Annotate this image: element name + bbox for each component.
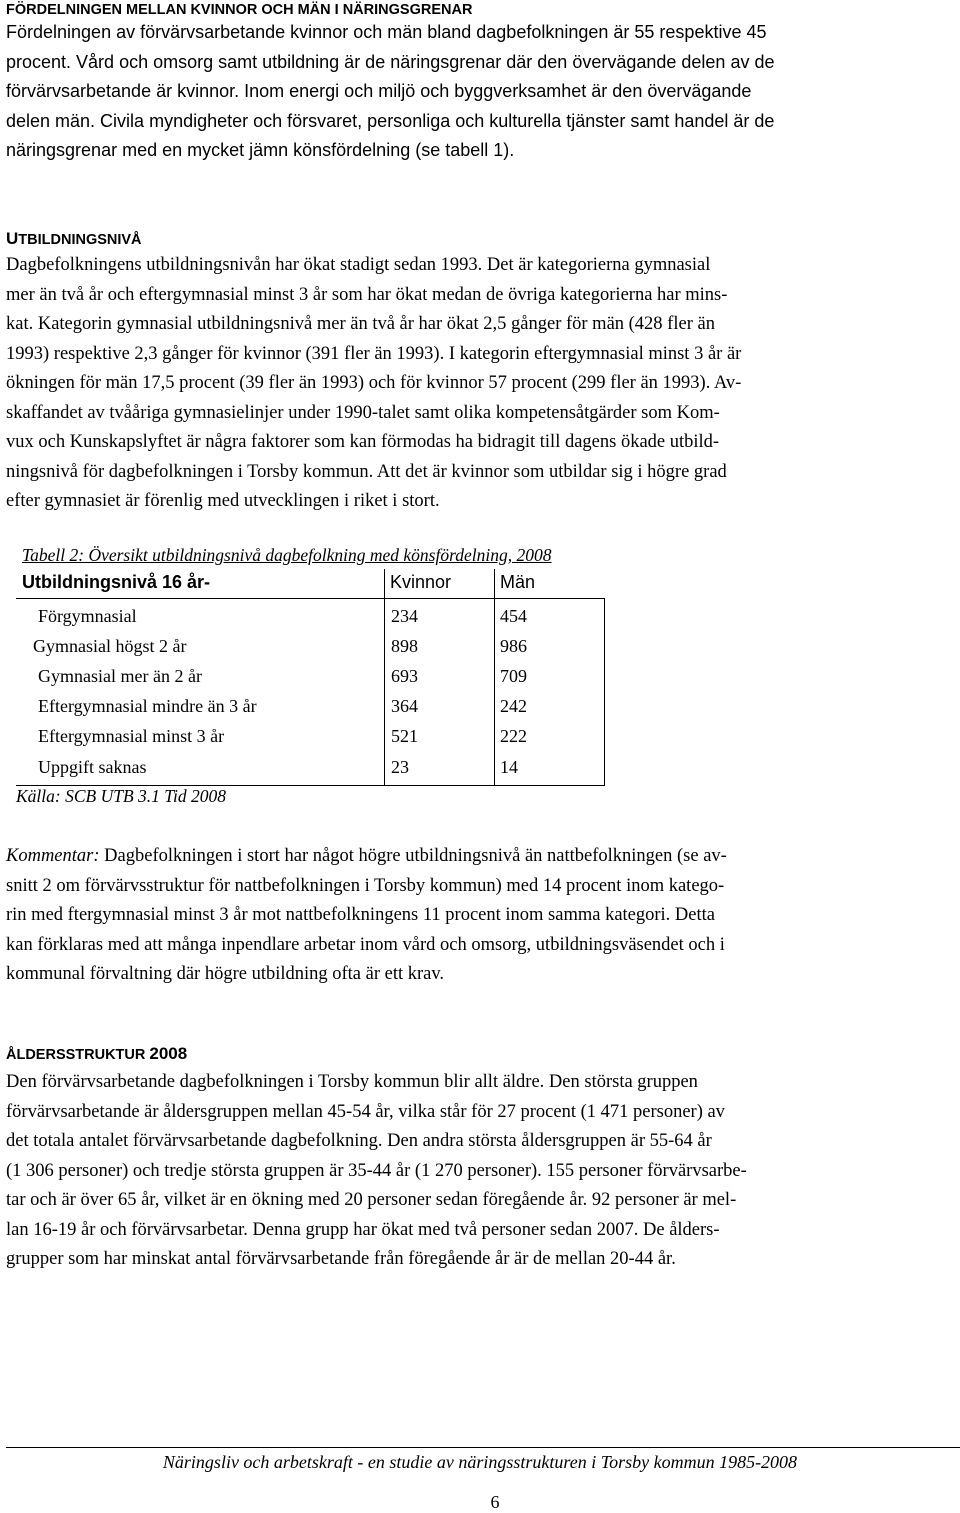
- paragraph-comment: [6, 842, 950, 990]
- table-cell-men: 986: [500, 636, 527, 656]
- table-header-row: [16, 568, 605, 599]
- text-line: kat. Kategorin gymnasial utbildningsnivå mer än två år har ökat 2,5 gånger för män (428 fler än: [6, 314, 715, 334]
- section-heading-gender: FÖRDELNINGEN MELLAN KVINNOR OCH MÄN I NÄRINGSGRENAR: [6, 2, 473, 18]
- text-line: kan förklaras med att många inpendlare arbetar inom vård och omsorg, utbildningsväsendet och i: [6, 934, 725, 955]
- table-cell-level: Eftergymnasial mindre än 3 år: [38, 696, 257, 716]
- section-heading-education: UTBILDNINGSNIVÅ: [6, 229, 142, 248]
- table-cell-men: 14: [500, 757, 518, 777]
- section-age-structure: [6, 1044, 950, 1275]
- table-cell-level: Uppgift saknas: [38, 757, 147, 777]
- page-footer: Näringsliv och arbetskraft - en studie av näringsstrukturen i Torsby kommun 1985-2008: [162, 1452, 798, 1472]
- paragraph-education: [6, 251, 950, 517]
- text-line: 1993) respektive 2,3 gånger för kvinnor (391 fler än 1993). I kategorin eftergymnasial minst 3 år är: [6, 343, 742, 364]
- table-row: [16, 721, 604, 751]
- section-comment: [6, 842, 950, 990]
- table-cell-women: 898: [391, 636, 418, 656]
- footer-divider: [6, 1447, 960, 1448]
- table-cell-men: 242: [500, 696, 527, 716]
- table-cell-women: 693: [391, 666, 418, 686]
- comment-label: Kommentar:: [6, 846, 100, 866]
- table-cell-level: Gymnasial mer än 2 år: [38, 666, 202, 686]
- text-line: (1 306 personer) och tredje största gruppen är 35-44 år (1 270 personer). 155 personer förvärvsarbe-: [6, 1160, 747, 1181]
- table-cell-women: 521: [391, 726, 418, 746]
- text-line: det totala antalet förvärvsarbetande dagbefolkning. Den andra största åldersgruppen är 55-64 år: [6, 1131, 712, 1151]
- text-line: delen män. Civila myndigheter och försvaret, personliga och kulturella tjänster samt handel är de: [6, 110, 775, 131]
- text-line: tar och är över 65 år, vilket är en ökning med 20 personer sedan föregående år. 92 personer är mel-: [6, 1190, 737, 1210]
- table-cell-women: 364: [391, 696, 418, 716]
- text-line: Den förvärvsarbetande dagbefolkningen i Torsby kommun blir allt äldre. Den största gruppen: [6, 1072, 698, 1092]
- text-line: mer än två år och eftergymnasial minst 3 år som har ökat medan de övriga kategorierna har mins-: [6, 284, 728, 305]
- table-row: [16, 752, 604, 782]
- table-header-women: Kvinnor: [390, 572, 452, 592]
- text-line: vux och Kunskapslyftet är några faktorer som kan förmodas ha bidragit till dagens ökade utbild-: [6, 432, 720, 452]
- section-education-level: [6, 229, 950, 517]
- text-line: Dagbefolkningen i stort har något högre utbildningsnivå än nattbefolkningen (se av-: [99, 846, 727, 866]
- table-cell-level: Förgymnasial: [38, 606, 137, 626]
- text-line: efter gymnasiet är förenlig med utvecklingen i riket i stort.: [6, 491, 440, 511]
- table-cell-level: Eftergymnasial minst 3 år: [38, 726, 225, 746]
- text-line: ningsnivå för dagbefolkningen i Torsby kommun. Att det är kvinnor som utbildar sig i högre grad: [6, 461, 727, 482]
- table-cell-level: Gymnasial högst 2 år: [33, 636, 187, 656]
- text-line: förvärvsarbetande är kvinnor. Inom energi och miljö och byggverksamhet är den övervägande: [6, 81, 752, 101]
- text-line: kommunal förvaltning där högre utbildning ofta är ett krav.: [6, 964, 445, 984]
- table-cell-men: 709: [500, 666, 527, 686]
- table-cell-women: 23: [391, 757, 409, 777]
- table-row: [16, 631, 604, 661]
- table-header-level: Utbildningsnivå 16 år-: [22, 572, 211, 592]
- table-row: [16, 661, 604, 691]
- text-line: skaffandet av tvååriga gymnasielinjer under 1990-talet samt olika kompetensåtgärder som Kom-: [6, 402, 720, 423]
- table-header-men: Män: [500, 572, 536, 592]
- page-number: 6: [490, 1492, 500, 1512]
- paragraph-age: [6, 1068, 950, 1275]
- text-line: näringsgrenar med en mycket jämn könsfördelning (se tabell 1).: [6, 140, 515, 160]
- table-cell-women: 234: [391, 606, 418, 626]
- text-line: procent. Vård och omsorg samt utbildning är de näringsgrenar där den övervägande delen av de: [6, 51, 775, 72]
- text-line: Fördelningen av förvärvsarbetande kvinnor och män bland dagbefolkningen är 55 respektive 45: [6, 22, 767, 42]
- table-row: [16, 691, 604, 721]
- text-line: grupper som har minskat antal förvärvsarbetande från föregående år är de mellan 20-44 år.: [6, 1249, 676, 1269]
- paragraph-gender: [6, 18, 950, 166]
- section-gender-distribution: [6, 0, 950, 166]
- text-line: Dagbefolkningens utbildningsnivån har ökat stadigt sedan 1993. Det är kategorierna gymnasial: [6, 255, 711, 275]
- table-cell-men: 454: [500, 606, 527, 626]
- text-line: förvärvsarbetande är åldersgruppen mellan 45-54 år, vilka står för 27 procent (1 471 personer) av: [6, 1101, 725, 1122]
- text-line: snitt 2 om förvärvsstruktur för nattbefolkningen i Torsby kommun) med 14 procent inom katego-: [6, 875, 725, 896]
- text-line: ökningen för män 17,5 procent (39 fler än 1993) och för kvinnor 57 procent (299 fler än 1993). Av-: [6, 373, 742, 393]
- table-caption: Tabell 2: Översikt utbildningsnivå dagbefolkning med könsfördelning, 2008: [22, 545, 552, 565]
- text-line: rin med ftergymnasial minst 3 år mot nattbefolkningens 11 procent inom samma kategori. Detta: [6, 905, 715, 925]
- table-body: [16, 599, 605, 786]
- table-cell-men: 222: [500, 726, 527, 746]
- text-line: lan 16-19 år och förvärvsarbetar. Denna grupp har ökat med två personer sedan 2007. De ålders-: [6, 1219, 720, 1240]
- education-table: [16, 568, 605, 786]
- table-source: Källa: SCB UTB 3.1 Tid 2008: [16, 786, 227, 806]
- section-heading-age: ÅLDERSSTRUKTUR 2008: [6, 1044, 188, 1063]
- table-row: [16, 601, 604, 631]
